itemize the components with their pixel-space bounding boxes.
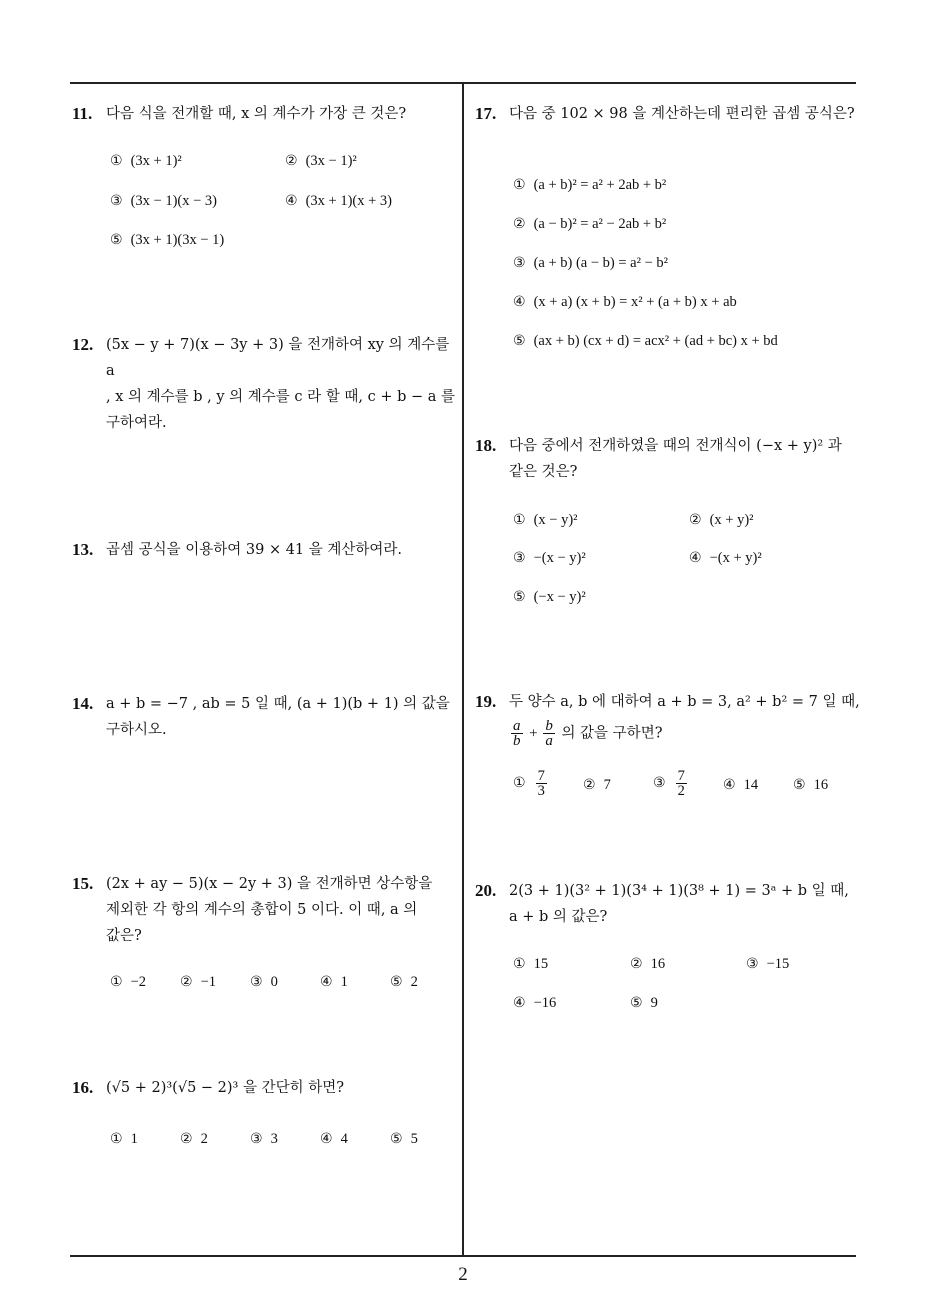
question-text: 다음 식을 전개할 때, x 의 계수가 가장 큰 것은? — [106, 106, 407, 122]
question-text: 두 양수 a, b 에 대하여 a + b = 3, a² + b² = 7 일 때, $\frac{a}{b}$ + $\frac{b}{a}$ 의 값을 구하면? — [509, 694, 860, 749]
option-4[interactable]: ④ (3x + 1)(x + 3) — [285, 193, 392, 209]
option-3[interactable]: ③ (3x − 1)(x − 3) — [110, 193, 217, 209]
question-14 — [72, 691, 457, 743]
question-11 — [72, 101, 457, 127]
option-2[interactable]: ② −1 — [180, 974, 216, 990]
option-3[interactable]: ③ (a + b) (a − b) = a² − b² — [513, 255, 668, 271]
question-number: 15. — [72, 874, 94, 893]
question-number: 18. — [475, 436, 497, 455]
option-1[interactable]: ① (x − y)² — [513, 512, 578, 528]
option-2[interactable]: ② 16 — [630, 956, 666, 972]
option-4[interactable]: ④ −16 — [513, 995, 557, 1011]
question-text: 곱셈 공식을 이용하여 39 × 41 을 계산하여라. — [106, 542, 403, 558]
option-5[interactable]: ⑤ 9 — [630, 995, 658, 1011]
option-5[interactable]: ⑤ (ax + b) (cx + d) = acx² + (ad + bc) x + bd — [513, 333, 778, 349]
question-17 — [475, 101, 865, 127]
option-4[interactable]: ④ 4 — [320, 1131, 348, 1147]
option-2[interactable]: ② 2 — [180, 1131, 208, 1147]
option-1[interactable]: ① −2 — [110, 974, 146, 990]
question-number: 14. — [72, 694, 94, 713]
option-5[interactable]: ⑤ 5 — [390, 1131, 418, 1147]
question-text: 다음 중에서 전개하였을 때의 전개식이 (−x + y)² 과 같은 것은? — [509, 438, 842, 480]
option-3[interactable]: ③ −(x − y)² — [513, 550, 586, 566]
question-18 — [475, 433, 865, 485]
option-2[interactable]: ② (3x − 1)² — [285, 153, 357, 169]
option-4[interactable]: ④ 1 — [320, 974, 348, 990]
question-12 — [72, 332, 457, 436]
option-3[interactable]: ③ 3 — [250, 1131, 278, 1147]
option-2[interactable]: ② (a − b)² = a² − 2ab + b² — [513, 216, 667, 232]
question-text: 2(3 + 1)(3² + 1)(3⁴ + 1)(3⁸ + 1) = 3ᵃ + b 일 때, a + b 의 값은? — [509, 883, 849, 925]
question-15 — [72, 871, 457, 949]
option-4[interactable]: ④ 14 — [723, 777, 759, 793]
option-1[interactable]: ① $\frac{7}{3}$ — [513, 768, 545, 799]
option-2[interactable]: ② 7 — [583, 777, 611, 793]
question-13 — [72, 537, 457, 563]
option-1[interactable]: ① (a + b)² = a² + 2ab + b² — [513, 177, 667, 193]
option-4[interactable]: ④ −(x + y)² — [689, 550, 762, 566]
option-5[interactable]: ⑤ (−x − y)² — [513, 589, 586, 605]
question-text: (5x − y + 7)(x − 3y + 3) 을 전개하여 xy 의 계수를 a , x 의 계수를 b , y 의 계수를 c 라 할 때, c + b − a 를 구하여라. — [106, 337, 455, 431]
question-number: 20. — [475, 881, 497, 900]
question-text: (2x + ay − 5)(x − 2y + 3) 을 전개하면 상수항을 제외한 각 항의 계수의 총합이 5 이다. 이 때, a 의 값은? — [106, 876, 433, 944]
page-number: 2 — [458, 1264, 468, 1285]
question-number: 12. — [72, 335, 94, 354]
fraction-b-over-a: $\frac{b}{a}$ — [545, 718, 553, 749]
option-1[interactable]: ① 1 — [110, 1131, 138, 1147]
option-5[interactable]: ⑤ 2 — [390, 974, 418, 990]
fraction-a-over-b: $\frac{a}{b}$ — [513, 718, 521, 749]
column-divider — [462, 82, 464, 1257]
option-3[interactable]: ③ $\frac{7}{2}$ — [653, 768, 685, 799]
question-19 — [475, 689, 865, 748]
question-number: 13. — [72, 540, 94, 559]
option-3[interactable]: ③ 0 — [250, 974, 278, 990]
question-20 — [475, 878, 865, 930]
question-number: 11. — [72, 104, 93, 123]
option-1[interactable]: ① (3x + 1)² — [110, 153, 182, 169]
question-text: a + b = −7 , ab = 5 일 때, (a + 1)(b + 1) 의 값을 구하시오. — [106, 696, 450, 738]
option-3[interactable]: ③ −15 — [746, 956, 790, 972]
option-4[interactable]: ④ (x + a) (x + b) = x² + (a + b) x + ab — [513, 294, 737, 310]
option-2[interactable]: ② (x + y)² — [689, 512, 754, 528]
question-number: 19. — [475, 692, 497, 711]
option-5[interactable]: ⑤ (3x + 1)(3x − 1) — [110, 232, 225, 248]
option-5[interactable]: ⑤ 16 — [793, 777, 829, 793]
question-number: 17. — [475, 104, 497, 123]
bottom-rule — [70, 1255, 856, 1257]
question-16 — [72, 1075, 457, 1101]
question-text: (√5 + 2)³(√5 − 2)³ 을 간단히 하면? — [106, 1080, 345, 1096]
option-1[interactable]: ① 15 — [513, 956, 549, 972]
question-number: 16. — [72, 1078, 94, 1097]
question-text: 다음 중 102 × 98 을 계산하는데 편리한 곱셈 공식은? — [509, 106, 855, 122]
